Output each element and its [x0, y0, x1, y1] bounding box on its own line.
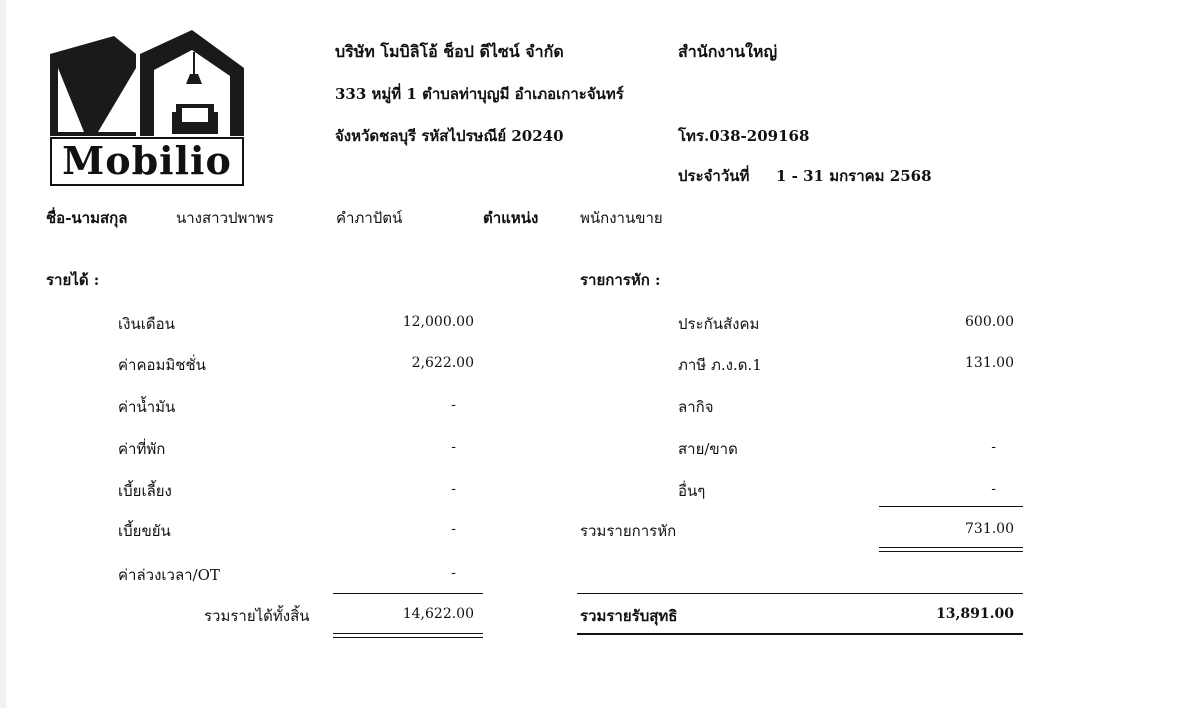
employee-first-name: นางสาวปพาพร — [176, 209, 274, 227]
deduction-label-late-absent: สาย/ขาด — [678, 440, 738, 458]
net-value: 13,891.00 — [936, 606, 1014, 622]
logo-wordmark: Mobilio — [50, 137, 244, 186]
deduction-label-other: อื่นๆ — [678, 482, 706, 500]
deduction-value-late-absent: - — [991, 439, 996, 455]
income-value-fuel: - — [451, 397, 456, 413]
income-label-accommodation: ค่าที่พัก — [118, 440, 166, 458]
income-label-fuel: ค่าน้ำมัน — [118, 398, 176, 416]
income-value-allowance: - — [451, 481, 456, 497]
net-top-rule — [577, 593, 1023, 594]
company-name: บริษัท โมบิลิโอ้ ช็อป ดีไซน์ จำกัด — [335, 42, 564, 61]
deduction-total-double-rule — [879, 547, 1023, 552]
employee-position-label: ตำแหน่ง — [483, 209, 539, 227]
income-title: รายได้ : — [46, 271, 100, 289]
employee-last-name: คำภาปัตน์ — [336, 209, 403, 227]
income-value-commission: 2,622.00 — [411, 355, 474, 371]
income-value-overtime: - — [451, 565, 456, 581]
deduction-total-value: 731.00 — [965, 521, 1014, 537]
company-branch: สำนักงานใหญ่ — [678, 42, 778, 61]
income-total-double-rule — [333, 633, 483, 638]
income-total-value: 14,622.00 — [402, 606, 474, 622]
employee-name-label: ชื่อ-นามสกุล — [46, 209, 128, 227]
deduction-label-leave: ลากิจ — [678, 398, 714, 416]
employee-position: พนักงานขาย — [580, 209, 663, 227]
period-value: 1 - 31 มกราคม 2568 — [776, 167, 932, 185]
deduction-value-other: - — [991, 481, 996, 497]
income-value-accommodation: - — [451, 439, 456, 455]
period-label: ประจำวันที่ — [678, 167, 750, 185]
income-total-label: รวมรายได้ทั้งสิ้น — [204, 607, 310, 625]
income-label-diligence: เบี้ยขยัน — [118, 522, 171, 540]
company-address: 333 หมู่ที่ 1 ตำบลท่าบุญมี อำเภอเกาะจันทร์ — [335, 85, 624, 103]
net-bottom-rule — [577, 633, 1023, 635]
payslip-page — [6, 0, 1179, 708]
income-label-overtime: ค่าล่วงเวลา/OT — [118, 566, 220, 584]
deduction-value-social-security: 600.00 — [965, 314, 1014, 330]
income-value-salary: 12,000.00 — [402, 314, 474, 330]
deduction-total-label: รวมรายการหัก — [580, 522, 677, 540]
income-label-salary: เงินเดือน — [118, 315, 175, 333]
deduction-value-tax: 131.00 — [965, 355, 1014, 371]
company-phone: โทร.038-209168 — [678, 127, 810, 145]
deduction-total-rule — [879, 506, 1023, 507]
deduction-label-social-security: ประกันสังคม — [678, 315, 760, 333]
company-province: จังหวัดชลบุรี รหัสไปรษณีย์ 20240 — [335, 127, 564, 145]
income-value-diligence: - — [451, 521, 456, 537]
deductions-title: รายการหัก : — [580, 271, 661, 289]
income-label-commission: ค่าคอมมิชชั่น — [118, 356, 206, 374]
house-logo-icon — [44, 28, 248, 140]
deduction-label-tax: ภาษี ภ.ง.ด.1 — [678, 356, 762, 374]
income-label-allowance: เบี้ยเลี้ยง — [118, 482, 172, 500]
net-label: รวมรายรับสุทธิ — [580, 607, 678, 625]
income-total-rule — [333, 593, 483, 594]
